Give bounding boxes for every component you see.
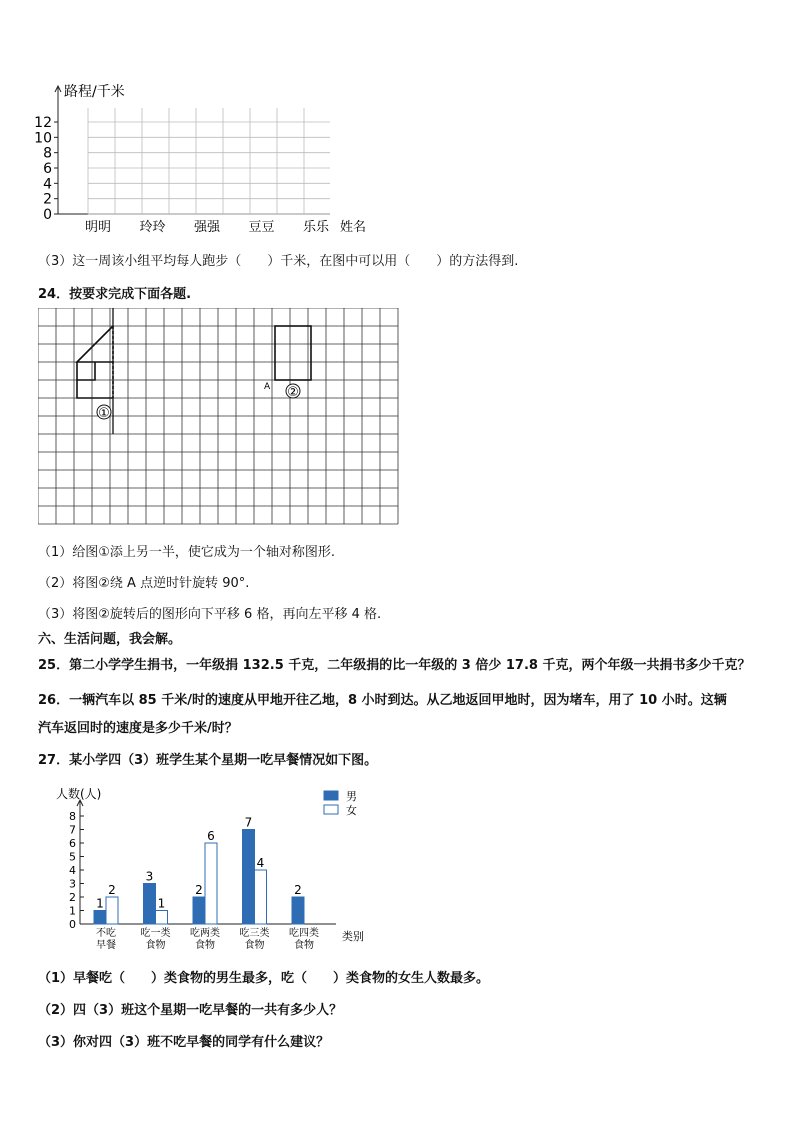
category-label: 吃四类 [289, 928, 319, 939]
category-label: 豆豆 [248, 220, 275, 235]
chart2-ylabel: 人数(人) [56, 787, 102, 801]
category-label: 食物 [195, 940, 215, 950]
category-label: 食物 [145, 940, 166, 950]
q25: 25．第二小学学生捐书，一年级捐 132.5 千克，二年级捐的比一年级的 3 倍少 17.8 千克，两个年级一共捐书多少千克？ [38, 658, 751, 673]
bar-male [193, 897, 205, 924]
category-label: 玲玲 [139, 220, 166, 235]
category-label: 食物 [244, 940, 265, 950]
q27-sub1: （1）早餐吃（ ）类食物的男生最多，吃（ ）类食物的女生人数最多。 [38, 971, 490, 986]
y-tick-label: 0 [69, 918, 76, 931]
bar-value-label: 1 [157, 896, 166, 911]
bar-male [94, 911, 106, 925]
category-label: 吃一类 [140, 928, 171, 939]
legend-female-label: 女 [346, 804, 357, 817]
y-tick-label: 5 [69, 850, 76, 864]
category-label: 吃三类 [239, 928, 270, 939]
y-tick-label: 4 [43, 176, 52, 193]
category-label: 不吃 [96, 928, 116, 939]
chart1-y-ticks [34, 115, 58, 223]
category-label: 明明 [84, 220, 112, 235]
legend-female-swatch [324, 805, 338, 814]
bar-male [243, 830, 255, 925]
figure-2-label: ② [287, 385, 299, 400]
y-tick-label: 6 [43, 161, 52, 177]
q27-sub3: （3）你对四（3）班不吃早餐的同学有什么建议？ [38, 1035, 330, 1050]
figure-1 [77, 326, 113, 398]
q24-grid-figure [38, 308, 406, 530]
y-tick-label: 7 [69, 823, 76, 837]
bar-female [205, 843, 217, 924]
y-tick-label: 8 [43, 145, 52, 162]
y-tick-label: 10 [34, 130, 52, 147]
y-tick-label: 0 [43, 207, 52, 223]
category-label: 早餐 [96, 940, 116, 950]
y-tick-label: 12 [34, 115, 52, 131]
chart2-bars [94, 816, 304, 925]
q23-sub3: （3）这一周该小组平均每人跑步（ ）千米，在图中可以用（ ）的方法得到. [38, 254, 519, 269]
q26-line1: 26．一辆汽车以 85 千米/时的速度从甲地开往乙地，8 小时到达。从乙地返回甲地时，因为堵车，用了 10 小时。这辆 [38, 693, 727, 708]
bar-female [156, 911, 168, 925]
breakfast-bar-chart [36, 780, 396, 950]
chart2-xlabel: 类别 [342, 930, 364, 943]
q26-line2: 汽车返回时的速度是多少千米/时？ [38, 721, 238, 736]
y-tick-label: 6 [69, 837, 76, 850]
category-label: 强强 [193, 220, 221, 235]
q27-sub2: （2）四（3）班这个星期一吃早餐的一共有多少人？ [38, 1003, 343, 1018]
bar-value-label: 1 [96, 896, 104, 911]
figure-1-label: ① [98, 406, 110, 421]
category-label: 乐乐 [302, 220, 330, 235]
bar-value-label: 7 [244, 815, 253, 830]
bar-male [292, 897, 304, 924]
chart1-grid [88, 108, 330, 214]
q24-sub1: （1）给图①添上另一半，使它成为一个轴对称图形. [38, 545, 336, 560]
q24-title: 24．按要求完成下面各题. [38, 287, 192, 302]
y-tick-label: 2 [69, 891, 76, 904]
chart2-categories [96, 926, 319, 950]
q24-sub3: （3）将图②旋转后的图形向下平移 6 格，再向左平移 4 格. [38, 607, 382, 622]
bar-value-label: 2 [108, 883, 116, 897]
chart2-y-ticks [69, 810, 84, 931]
q24-grid [38, 308, 398, 524]
chart1-ylabel: 路程/千米 [64, 84, 125, 100]
legend-male-swatch [324, 791, 338, 800]
category-label: 食物 [294, 940, 314, 950]
chart1-xlabel: 姓名 [340, 220, 367, 235]
bar-female [106, 897, 118, 924]
bar-value-label: 2 [294, 883, 302, 897]
bar-value-label: 6 [207, 829, 215, 843]
bar-value-label: 4 [256, 856, 265, 870]
bar-female [255, 870, 267, 924]
q24-sub2: （2）将图②绕 A 点逆时针旋转 90°. [38, 576, 250, 591]
y-tick-label: 4 [69, 864, 76, 877]
category-label: 吃两类 [190, 928, 220, 939]
y-tick-label: 1 [69, 904, 76, 918]
y-tick-label: 3 [69, 877, 76, 891]
distance-grid-chart [30, 78, 390, 238]
point-a-label: A [264, 382, 271, 392]
chart1-categories [85, 220, 330, 235]
figure-2 [275, 326, 311, 380]
bar-value-label: 3 [145, 869, 154, 884]
legend-male-label: 男 [346, 790, 357, 803]
q27: 27．某小学四（3）班学生某个星期一吃早餐情况如下图。 [38, 753, 378, 768]
bar-value-label: 2 [195, 883, 203, 897]
bar-male [144, 884, 156, 925]
y-tick-label: 8 [69, 810, 76, 823]
y-tick-label: 2 [43, 191, 52, 208]
section-6-heading: 六、生活问题，我会解。 [38, 632, 182, 647]
